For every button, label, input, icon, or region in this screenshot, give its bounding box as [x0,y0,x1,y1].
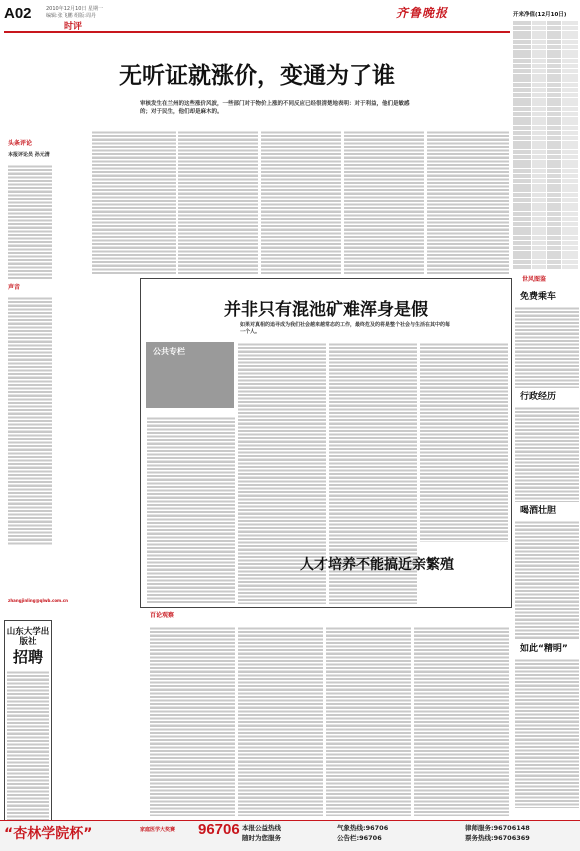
fund-cell [513,255,531,259]
fund-cell [532,241,546,245]
fund-cell [513,246,531,250]
fund-cell [562,217,578,221]
fund-cell [562,21,578,25]
fund-cell [532,78,546,82]
fund-cell [562,155,578,159]
fund-cell [513,131,531,135]
fund-cell [532,98,546,102]
fund-cell [562,160,578,164]
fund-table-title: 开来净值(12月10日) [513,12,567,18]
fund-cell [547,54,561,58]
lead-headline[interactable]: 无听证就涨价，变通为了谁 [119,63,395,89]
fund-cell [562,69,578,73]
voice-email[interactable]: zhangjinling@qlwb.com.cn [8,598,68,603]
fund-cell [513,112,531,116]
feature-summary: 如果对真相的追寻成为我们社会越来越常态的工作，最终危及的将是整个社会与生活在其中的每一个人。 [240,322,451,335]
hotline-line: 本报公益热线 [242,824,281,832]
fund-cell [532,265,546,269]
fund-cell [547,112,561,116]
fund-cell [532,74,546,78]
fund-cell [562,236,578,240]
footer-ad-title[interactable]: “杏林学院杯” [4,826,93,842]
fund-cell [547,265,561,269]
fund-cell [562,64,578,68]
fund-cell [547,59,561,63]
fund-cell [547,69,561,73]
fund-cell [513,169,531,173]
fund-cell [562,179,578,183]
right-item-body [515,406,579,502]
fund-cell [562,26,578,30]
fund-cell [513,64,531,68]
fund-cell [532,131,546,135]
fund-cell [547,78,561,82]
fund-cell [562,203,578,207]
fund-cell [547,251,561,255]
fund-cell [547,222,561,226]
fund-cell [532,126,546,130]
fund-cell [513,83,531,87]
fund-cell [562,231,578,235]
fund-cell [513,222,531,226]
fund-cell [513,174,531,178]
hotline-block [242,823,281,843]
fund-cell [513,251,531,255]
story3-body [414,626,509,816]
fund-cell [532,112,546,116]
fund-cell [562,45,578,49]
fund-cell [513,164,531,168]
fund-cell [547,227,561,231]
right-column-label: 世风图鉴 [521,276,546,283]
hotline-line: 律师服务:96706148 [465,824,530,832]
fund-cell [562,54,578,58]
fund-cell [532,26,546,30]
fund-cell [547,174,561,178]
feature-body [147,416,235,604]
fund-cell [532,107,546,111]
hotline-block [337,823,388,843]
right-item-body [515,306,579,388]
fund-cell [547,74,561,78]
fund-cell [562,145,578,149]
fund-cell [532,69,546,73]
fund-cell [547,150,561,154]
fund-cell [547,169,561,173]
fund-cell [513,193,531,197]
fund-cell [532,174,546,178]
fund-cell [562,260,578,264]
fund-cell [532,150,546,154]
article-body [8,164,52,279]
lead-summary: 审核发生在兰州的这些涨价风波，一些部门对于物价上涨的不同反应已经很清楚地表明：对于利益，他们是敏感的；对于民生，他们却是麻木的。 [140,101,410,115]
fund-cell [547,45,561,49]
article-body [344,130,424,275]
issue-date: 2010年12月10日 星期一 [46,6,104,12]
fund-cell [547,217,561,221]
fund-cell [513,45,531,49]
fund-cell [513,145,531,149]
fund-cell [562,102,578,106]
fund-cell [562,188,578,192]
newspaper-logo: 齐鲁晚报 [396,6,449,20]
press-name: 山东大学出版社 [6,627,50,647]
fund-cell [513,102,531,106]
fund-cell [547,155,561,159]
fund-cell [562,184,578,188]
voice-body [8,296,52,546]
fund-cell [532,169,546,173]
fund-cell [562,212,578,216]
fund-cell [562,174,578,178]
fund-cell [532,83,546,87]
fund-cell [562,74,578,78]
fund-cell [532,35,546,39]
fund-cell [532,93,546,97]
fund-cell [562,112,578,116]
fund-cell [547,31,561,35]
fund-cell [562,207,578,211]
fund-cell [547,164,561,168]
fund-cell [513,207,531,211]
fund-cell [513,188,531,192]
feature-body [420,342,508,542]
page-number: A02 [4,5,32,22]
fund-cell [513,227,531,231]
fund-cell [513,69,531,73]
fund-cell [532,164,546,168]
fund-cell [562,227,578,231]
fund-cell [532,212,546,216]
story3-headline[interactable]: 人才培养不能搞近亲繁殖 [300,557,454,573]
right-item-body [515,658,579,808]
fund-cell [532,141,546,145]
fund-cell [532,160,546,164]
fund-cell [547,212,561,216]
fund-cell [547,35,561,39]
fund-cell [532,145,546,149]
fund-cell [513,136,531,140]
fund-cell [513,155,531,159]
fund-cell [513,54,531,58]
lead-byline: 本报评论员 孙元清 [8,152,50,158]
fund-cell [532,59,546,63]
fund-cell [562,246,578,250]
fund-cell [513,98,531,102]
fund-cell [513,241,531,245]
fund-cell [562,107,578,111]
fund-cell [562,59,578,63]
fund-cell [562,164,578,168]
fund-cell [513,117,531,121]
fund-cell [547,26,561,30]
fund-cell [547,241,561,245]
fund-cell [547,64,561,68]
fund-cell [547,198,561,202]
fund-cell [547,107,561,111]
fund-cell [562,131,578,135]
fund-cell [562,251,578,255]
fund-cell [513,31,531,35]
fund-cell [562,40,578,44]
article-body [427,130,509,275]
hotline-line: 公告栏:96706 [337,834,382,842]
fund-cell [513,78,531,82]
fund-cell [532,50,546,54]
fund-cell [532,231,546,235]
fund-cell [562,169,578,173]
fund-cell [547,236,561,240]
fund-cell [562,150,578,154]
editor-credit: 编辑:张飞鹏 组版:周丹 [46,13,96,19]
fund-cell [547,98,561,102]
fund-cell [547,193,561,197]
story3-body [150,626,235,816]
fund-cell [547,131,561,135]
fund-cell [547,255,561,259]
right-item-title[interactable]: 免费乘车 [520,292,557,302]
fund-cell [547,117,561,121]
fund-cell [513,265,531,269]
fund-cell [547,83,561,87]
fund-cell [562,50,578,54]
fund-cell [532,64,546,68]
fund-cell [532,217,546,221]
fund-cell [513,179,531,183]
fund-cell [513,160,531,164]
right-item-title[interactable]: 如此“精明” [520,644,568,654]
fund-cell [513,198,531,202]
fund-cell [562,88,578,92]
story3-body [326,626,411,816]
right-item-title[interactable]: 喝酒壮胆 [520,506,557,516]
fund-cell [532,155,546,159]
fund-cell [513,231,531,235]
recruit-title: 招聘 [12,648,43,666]
fund-cell [547,145,561,149]
fund-cell [532,136,546,140]
fund-cell [562,193,578,197]
story3-body [238,626,323,816]
fund-cell [532,246,546,250]
fund-cell [562,121,578,125]
hotline-number: 96706 [198,821,240,838]
fund-cell [513,150,531,154]
article-body [178,130,258,275]
fund-cell [562,31,578,35]
voice-label: 声音 [8,284,21,291]
article-body [92,130,176,275]
fund-cell [513,88,531,92]
feature-headline[interactable]: 并非只有混池矿难浑身是假 [224,300,428,320]
fund-cell [513,35,531,39]
hotline-line: 票务热线:96706369 [465,834,530,842]
fund-cell [547,184,561,188]
fund-cell [547,141,561,145]
fund-cell [562,265,578,269]
fund-cell [513,93,531,97]
fund-cell [547,102,561,106]
story3-label: 百论观察 [150,612,175,619]
fund-cell [513,236,531,240]
fund-cell [513,126,531,130]
fund-cell [513,21,531,25]
fund-cell [532,188,546,192]
fund-cell [513,40,531,44]
fund-cell [532,54,546,58]
fund-cell [532,117,546,121]
fund-cell [562,78,578,82]
fund-cell [532,184,546,188]
fund-cell [532,21,546,25]
fund-cell [513,212,531,216]
fund-cell [532,260,546,264]
fund-cell [547,40,561,44]
fund-cell [547,136,561,140]
fund-cell [532,222,546,226]
fund-cell [562,222,578,226]
fund-cell [562,117,578,121]
fund-cell [532,179,546,183]
column-label: 头条评论 [8,140,33,147]
fund-row [513,265,579,270]
fund-cell [547,160,561,164]
fund-cell [513,59,531,63]
fund-cell [547,126,561,130]
fund-cell [562,198,578,202]
fund-cell [513,121,531,125]
fund-cell [513,217,531,221]
fund-cell [532,227,546,231]
fund-cell [562,98,578,102]
fund-cell [513,26,531,30]
fund-cell [532,203,546,207]
fund-cell [547,246,561,250]
fund-cell [532,102,546,106]
fund-cell [513,260,531,264]
fund-cell [562,35,578,39]
fund-cell [547,93,561,97]
photo-label: 公共专栏 [153,347,185,356]
fund-cell [513,184,531,188]
fund-cell [532,255,546,259]
fund-cell [532,193,546,197]
fund-cell [513,107,531,111]
fund-cell [532,121,546,125]
fund-cell [547,121,561,125]
fund-cell [562,141,578,145]
fund-cell [532,207,546,211]
hotline-block [465,823,530,843]
fund-cell [547,88,561,92]
fund-cell [532,251,546,255]
fund-cell [547,203,561,207]
fund-cell [532,31,546,35]
right-item-title[interactable]: 行政经历 [520,392,557,402]
fund-cell [547,50,561,54]
section-title: 时评 [64,21,83,31]
fund-cell [513,74,531,78]
right-item-body [515,520,579,640]
fund-cell [547,207,561,211]
article-body [261,130,341,275]
fund-cell [562,241,578,245]
fund-cell [532,236,546,240]
hotline-line: 随时为您服务 [242,834,281,842]
fund-cell [562,255,578,259]
fund-cell [513,141,531,145]
fund-cell [547,21,561,25]
fund-cell [513,203,531,207]
fund-cell [547,231,561,235]
fund-cell [562,126,578,130]
fund-cell [547,260,561,264]
fund-cell [513,50,531,54]
fund-cell [532,88,546,92]
header-rule [4,31,510,33]
fund-cell [562,83,578,87]
fund-table [513,21,579,270]
fund-cell [532,45,546,49]
fund-cell [547,188,561,192]
hotline-line: 气象热线:96706 [337,824,389,832]
recruit-body [7,670,49,830]
fund-cell [547,179,561,183]
fund-cell [562,136,578,140]
fund-cell [532,198,546,202]
fund-cell [562,93,578,97]
fund-cell [532,40,546,44]
footer-ad-sub: 家庭医学大奖赛 [140,827,176,833]
